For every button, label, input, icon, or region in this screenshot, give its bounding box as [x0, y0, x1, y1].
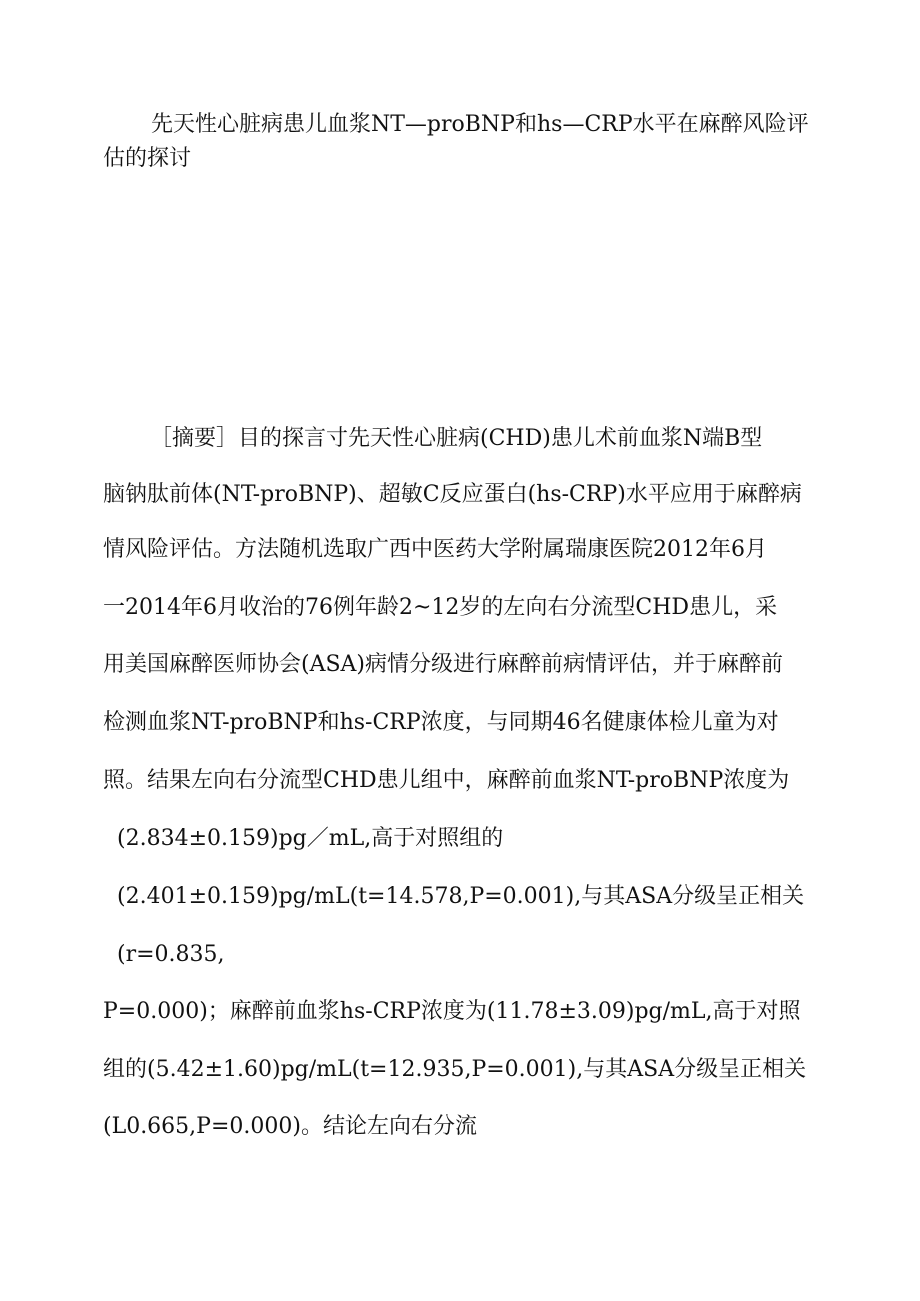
abstract-line-4: 一2014年6月收治的76例年龄2~12岁的左向右分流型CHD患儿，采 — [103, 595, 778, 620]
abstract-line-12: 组的(5.42±1.60)pg/mL(t=12.935,P=0.001),与其ASA分级呈正相关 — [103, 1057, 807, 1082]
abstract-line-10: (r=0.835, — [117, 942, 225, 967]
abstract-line-13: (L0.665,P=0.000)。结论左向右分流 — [103, 1114, 477, 1139]
abstract-line-8: (2.834±0.159)pg／mL,高于对照组的 — [117, 826, 504, 851]
abstract-line-3: 情风险评估。方法随机选取广西中医药大学附属瑞康医院2012年6月 — [103, 537, 767, 562]
document-title: 先天性心脏病患儿血浆NT—proBNP和hs—CRP水平在麻醉风险评估的探讨 — [103, 112, 809, 171]
abstract-line-2: 脑钠肽前体(NT-proBNP)、超敏C反应蛋白(hs-CRP)水平应用于麻醉病 — [103, 482, 802, 507]
abstract-line-9: (2.401±0.159)pg/mL(t=14.578,P=0.001),与其ASA分级呈正相关 — [117, 884, 805, 909]
abstract-line-5: 用美国麻醉医师协会(ASA)病情分级进行麻醉前病情评估，并于麻醉前 — [103, 652, 784, 677]
abstract-line-1: ［摘要］目的探言寸先天性心脏病(CHD)患儿术前血浆N端B型 — [150, 426, 763, 451]
abstract-line-7: 照。结果左向右分流型CHD患儿组中，麻醉前血浆NT-proBNP浓度为 — [103, 768, 790, 793]
abstract-line-6: 检测血浆NT-proBNP和hs-CRP浓度，与同期46名健康体检儿童为对 — [103, 710, 779, 735]
abstract-line-11: P=0.000)；麻醉前血浆hs-CRP浓度为(11.78±3.09)pg/mL,高于对照 — [103, 999, 801, 1024]
